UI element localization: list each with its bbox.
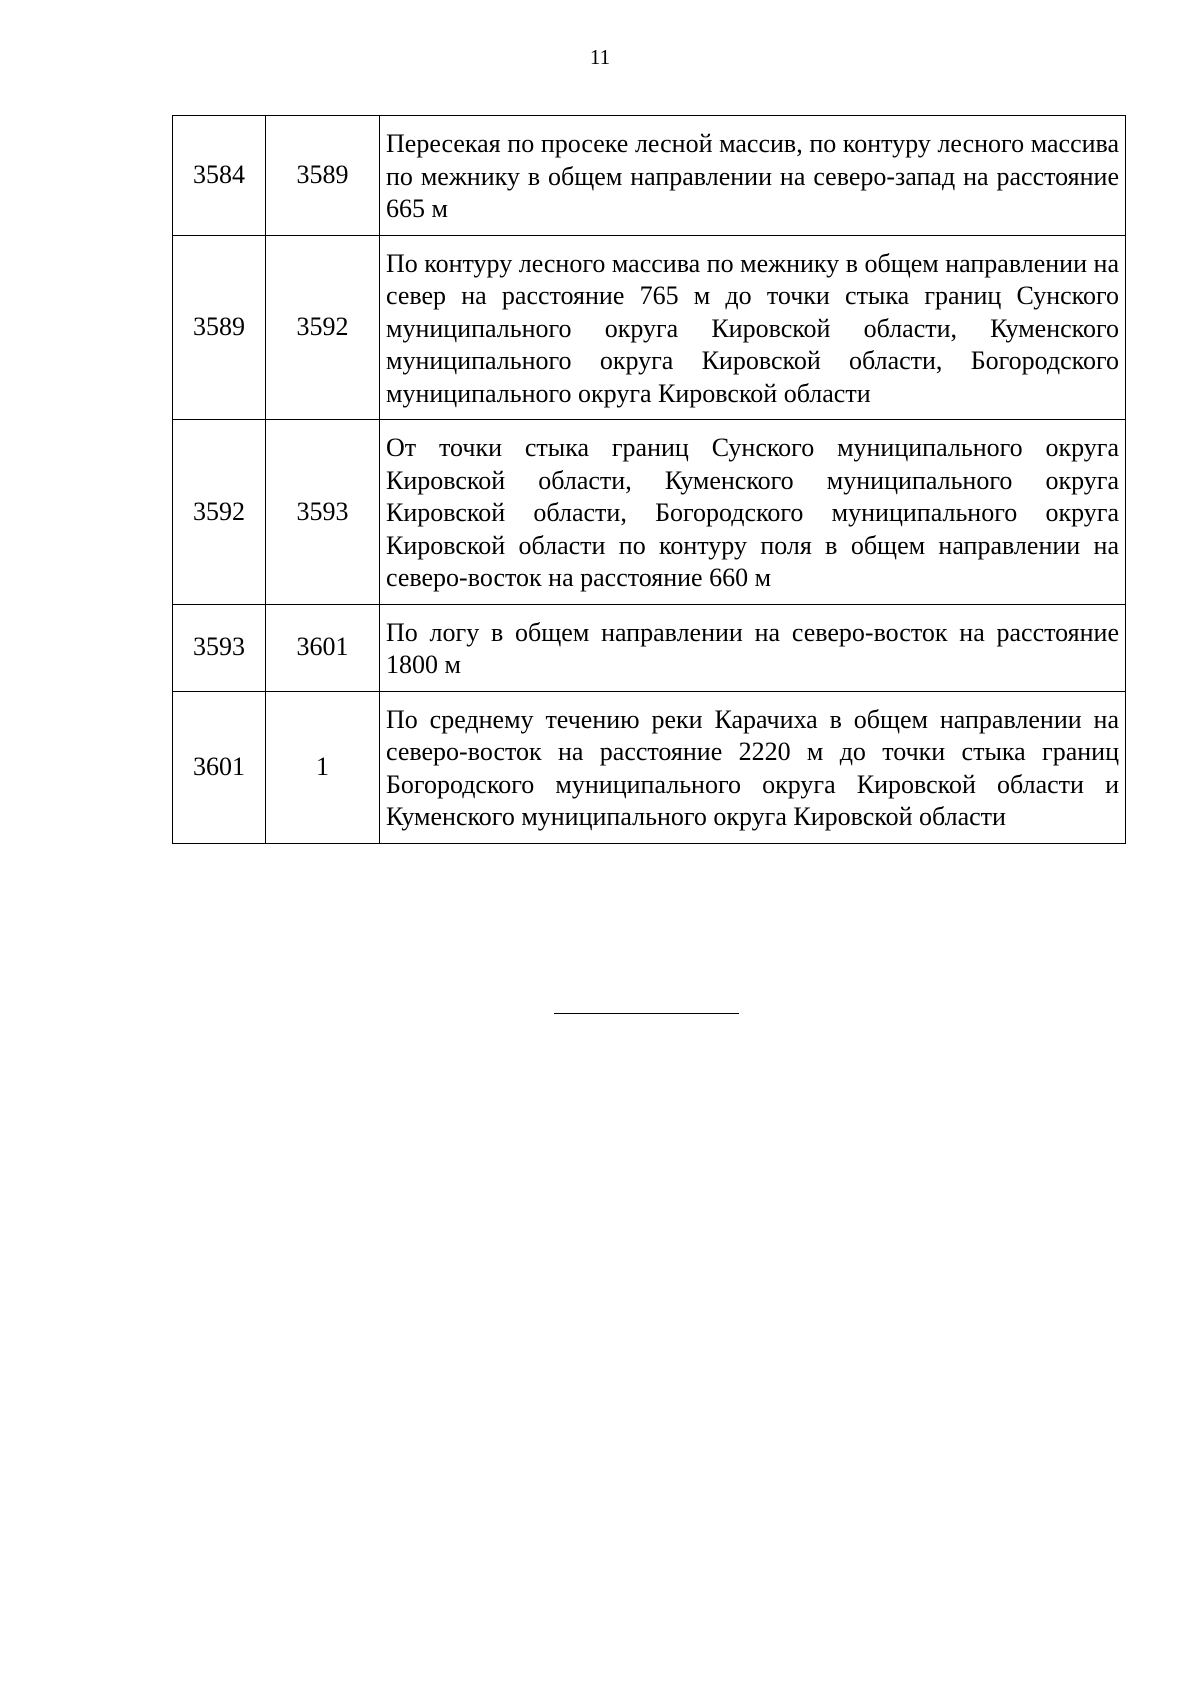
boundary-description-cell: От точки стыка границ Сунского муниципального округа Кировской области, Куменского муниципального округа Кировской области, Богородского муниципального округа Кировской области по контуру поля в общем направлении на северо-восток на расстояние 660 м: [380, 420, 1126, 605]
from-point-cell: 3592: [173, 420, 266, 605]
boundary-description-cell: По среднему течению реки Карачиха в общем направлении на северо-восток на расстояние 2220 м до точки стыка границ Богородского муниципального округа Кировской области и Куменского муниципального округа Кировской области: [380, 691, 1126, 843]
table-row: [173, 691, 1126, 843]
boundary-description-cell: Пересекая по просеке лесной массив, по контуру лесного массива по межнику в общем направлении на северо-запад на расстояние 665 м: [380, 116, 1126, 236]
table-row: [173, 420, 1126, 605]
to-point-cell: 3589: [266, 116, 380, 236]
from-point-cell: 3601: [173, 691, 266, 843]
table-row: [173, 235, 1126, 420]
table-row: [173, 604, 1126, 691]
from-point-cell: 3589: [173, 235, 266, 420]
page-number: 11: [589, 45, 611, 69]
to-point-cell: 3593: [266, 420, 380, 605]
from-point-cell: 3584: [173, 116, 266, 236]
boundary-description-cell: По логу в общем направлении на северо-восток на расстояние 1800 м: [380, 604, 1126, 691]
to-point-cell: 3592: [266, 235, 380, 420]
boundary-description-cell: По контуру лесного массива по межнику в общем направлении на север на расстояние 765 м до точки стыка границ Сунского муниципального округа Кировской области, Куменского муниципального округа Кировской области, Богородского муниципального округа Кировской области: [380, 235, 1126, 420]
table-row: [173, 116, 1126, 236]
to-point-cell: 3601: [266, 604, 380, 691]
from-point-cell: 3593: [173, 604, 266, 691]
end-of-document-line: [554, 1013, 739, 1014]
boundary-description-table: [172, 115, 1126, 844]
to-point-cell: 1: [266, 691, 380, 843]
